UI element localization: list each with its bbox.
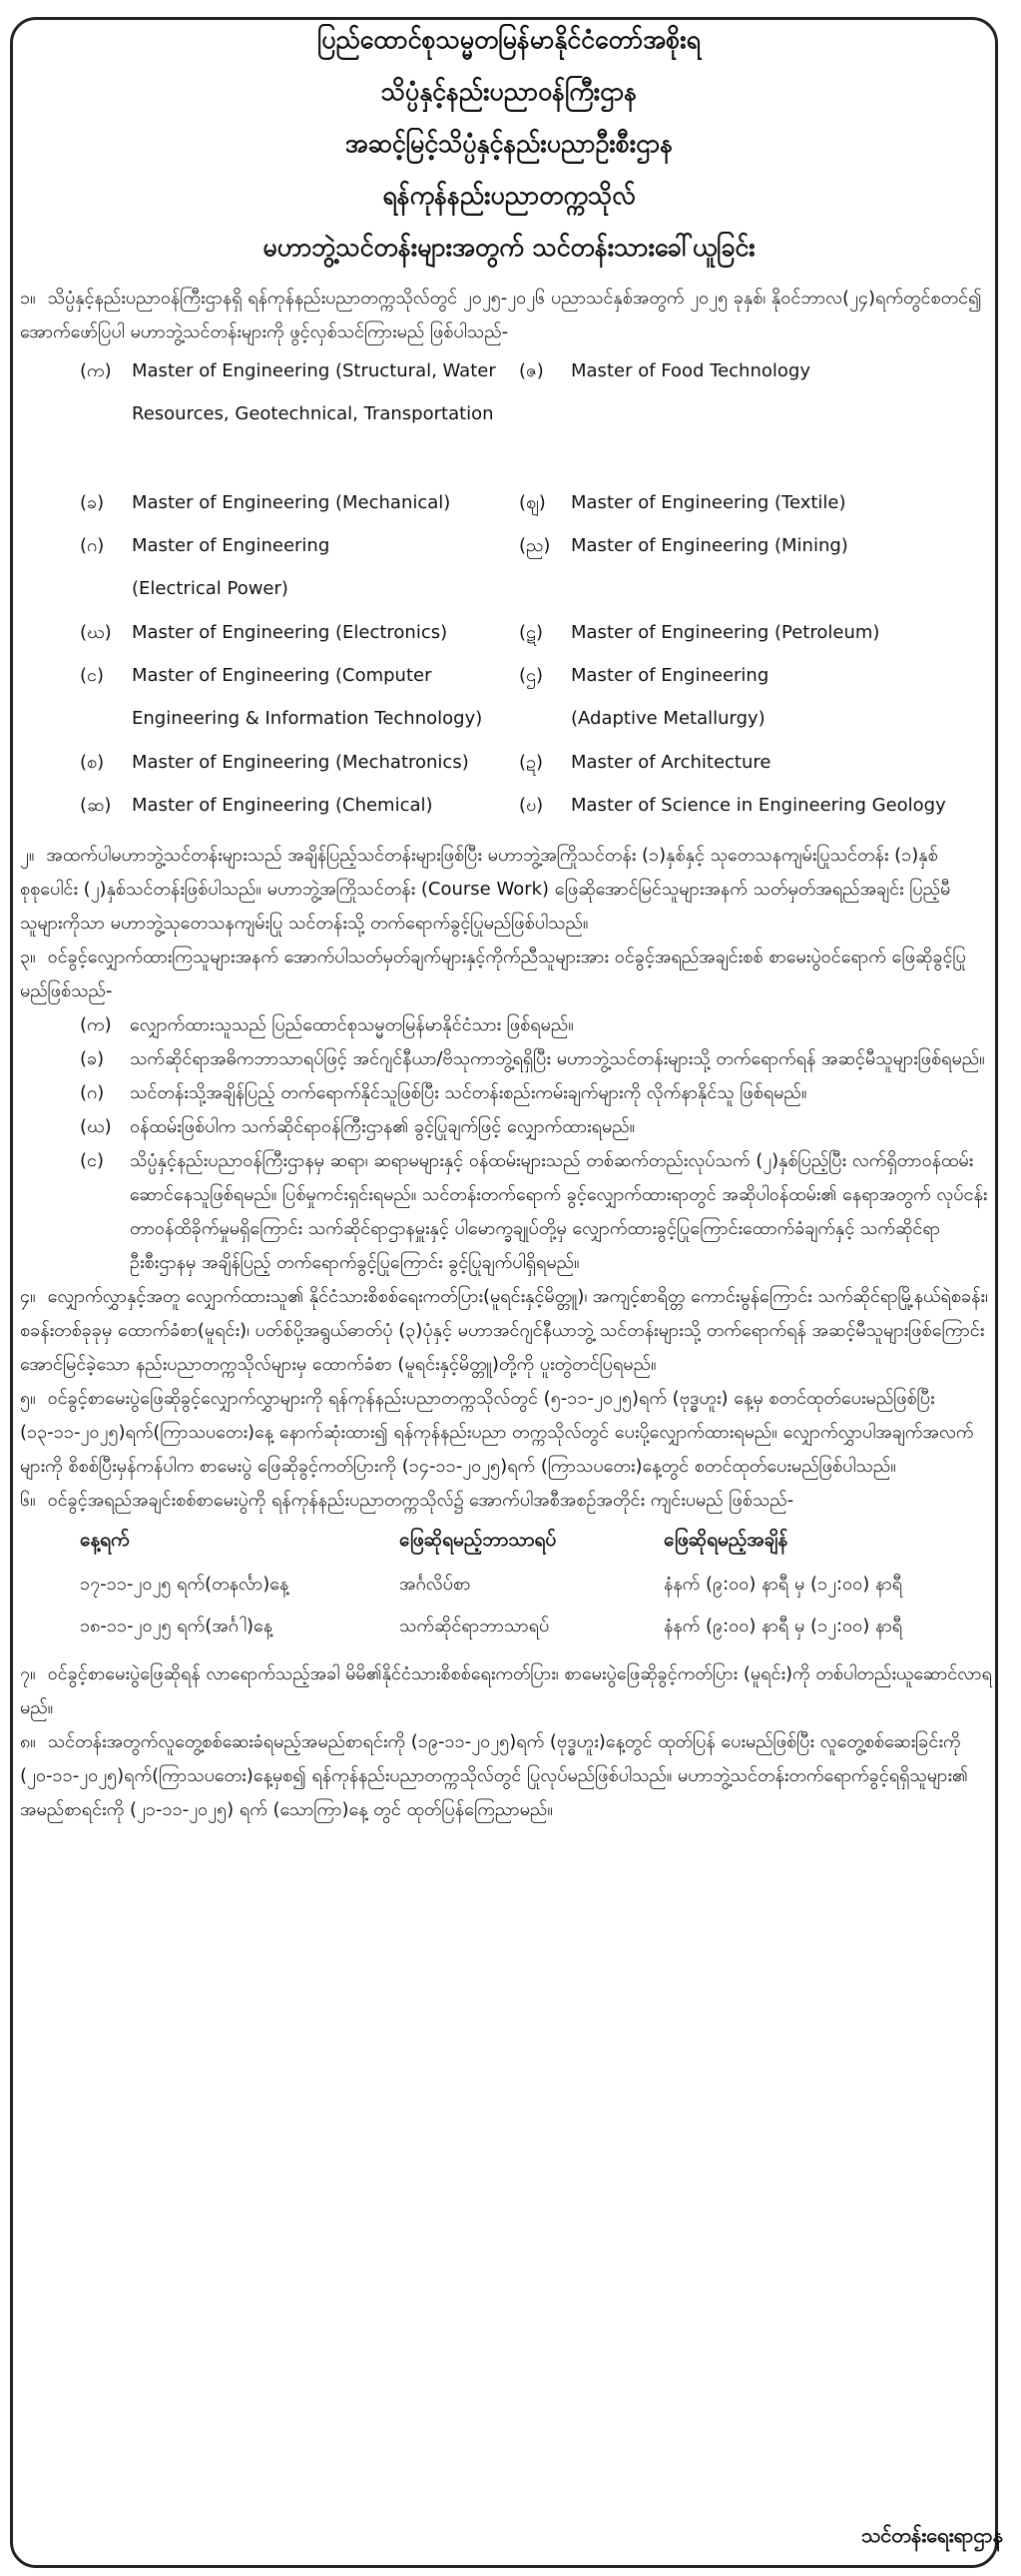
program-item: [519, 784, 946, 827]
program-name: Master of Engineering (Electronics): [132, 622, 448, 643]
paragraph-text: ဝင်ခွင့်စာမေးပွဲဖြေဆိုခွင့်လျှောက်လွှာများကို ရန်ကုန်နည်းပညာတက္ကသိုလ်တွင် (၅-၁၁-၂၀၂၅)ရက် (ဗုဒ္ဓဟူး) နေ့မှ စတင်ထုတ်ပေးမည်ဖြစ်ပြီး (၁၃-၁၁-၂၀၂၅)ရက်(ကြာသပတေး)နေ့ နောက်ဆုံးထား၍ ရန်ကုန်နည်းပညာ တက္ကသိုလ်တွင် ပေးပို့လျှောက်ထားရမည်။ လျှောက်လွှာပါအချက်အလက်များကို စိစစ်ပြီးမှန်ကန်ပါက စာမေးပွဲ ဖြေဆိုခွင့်ကတ်ပြားကို (၁၄-၁၁-၂၀၂၅)ရက် (ကြာသပတေး)နေ့တွင် စတင်ထုတ်ပေးမည်ဖြစ်ပါသည်။: [20, 1388, 974, 1477]
program-item: [80, 611, 447, 654]
program-label: (ဈ): [519, 492, 546, 513]
program-name: Master of Science in Engineering Geology: [571, 795, 946, 816]
requirement-label: (င): [80, 1150, 105, 1171]
program-label: (ဎ): [519, 795, 544, 816]
paragraph-text: လျှောက်လွှာနှင့်အတူ လျှောက်ထားသူ၏ နိုင်ငံသားစိစစ်ရေးကတ်ပြား(မူရင်းနှင့်မိတ္တူ)၊ အကျင့်စာရိတ္တ ကောင်းမွန်ကြောင်း သက်ဆိုင်ရာမြို့နယ်ရဲစခန်း၊ စခန်းတစ်ခုခုမှ ထောက်ခံစာ(မူရင်း)၊ ပတ်စ်ပို့အရွယ်ဓာတ်ပုံ (၃)ပုံနှင့် မဟာအင်ဂျင်နီယာဘွဲ့ သင်တန်းများသို့ တက်ရောက်ရန် အဆင့်မီသူများဖြစ်ကြောင်း အောင်မြင်ခဲ့သော နည်းပညာတက္ကသိုလ်များမှ ထောက်ခံစာ (မူရင်းနှင့်မိတ္တူ)တို့ကို ပူးတွဲတင်ပြရမည်။: [20, 1286, 988, 1375]
schedule-cell-subject: သက်ဆိုင်ရာဘာသာရပ်: [399, 1615, 550, 1636]
notice-content: [20, 17, 998, 1827]
paragraph-number: ၇။: [20, 1663, 36, 1684]
program-name: Master of Engineering (Petroleum): [571, 622, 880, 643]
program-item: [519, 524, 848, 567]
header-university: ရန်ကုန်နည်းပညာတက္ကသိုလ်: [382, 181, 636, 210]
requirement-item: [20, 1008, 998, 1042]
program-item: [519, 481, 846, 524]
paragraph-text: ဝင်ခွင့်စာမေးပွဲဖြေဆိုရန် လာရောက်သည့်အခါ မိမိ၏နိုင်ငံသားစိစစ်ရေးကတ်ပြား၊ စာမေးပွဲဖြေဆိုခွင့်ကတ်ပြား (မူရင်း)ကို တစ်ပါတည်းယူဆောင်လာရမည်။: [20, 1663, 992, 1718]
requirement-text: သက်ဆိုင်ရာအဓိကဘာသာရပ်ဖြင့် အင်ဂျင်နီယာ/ဗိသုကာဘွဲ့ရရှိပြီး မဟာဘွဲ့သင်တန်းများသို့ တက်ရောက်ရန် အဆင့်မီသူများဖြစ်ရမည်။: [130, 1048, 985, 1069]
program-item: [519, 611, 879, 654]
program-name: Master of Engineering (Structural, Water Resources, Geotechnical, Transportation: [132, 360, 496, 424]
program-item: [519, 741, 770, 784]
program-label: (ဌ): [519, 665, 544, 686]
program-label: (စ): [80, 752, 105, 773]
program-name: Master of Engineering (Textile): [571, 492, 846, 513]
program-name: Master of Architecture: [571, 752, 771, 773]
program-list: [20, 349, 998, 839]
schedule-header-date: နေ့ရက်: [80, 1529, 130, 1551]
program-item: [519, 349, 810, 392]
program-item: [80, 654, 501, 740]
paragraph-number: ၅။: [20, 1388, 36, 1409]
paragraph-3: [20, 941, 998, 1008]
paragraph-number: ၆။: [20, 1490, 36, 1511]
header-government: ပြည်ထောင်စုသမ္မတမြန်မာနိုင်ငံတော်အစိုးရ: [317, 25, 701, 54]
requirement-label: (ဂ): [80, 1082, 105, 1103]
requirement-label: (က): [80, 1014, 112, 1035]
program-name: Master of Engineering (Chemical): [132, 795, 433, 816]
schedule-cell-subject: အင်္ဂလိပ်စာ: [399, 1574, 471, 1595]
program-label: (ဆ): [80, 795, 112, 816]
program-name: Master of Engineering (Mechanical): [132, 492, 451, 513]
paragraph-number: ၁။: [20, 288, 36, 309]
notice-title: မဟာဘွဲ့သင်တန်းများအတွက် သင်တန်းသားခေါ်ယူခြင်း: [262, 233, 756, 262]
program-name: Master of Engineering (Mining): [571, 535, 848, 556]
paragraph-text: ဝင်ခွင့်လျှောက်ထားကြသူများအနက် အောက်ပါသတ်မှတ်ချက်များနှင့်ကိုက်ညီသူများအား ဝင်ခွင့်အရည်အချင်းစစ် စာမေးပွဲဝင်ရောက် ဖြေဆိုခွင့်ပြုမည်ဖြစ်သည်-: [20, 947, 966, 1001]
paragraph-number: ၃။: [20, 947, 36, 967]
program-item: [80, 524, 331, 610]
paragraph-number: ၂။: [20, 845, 35, 866]
exam-schedule: [20, 1518, 998, 1657]
requirement-label: (ဃ): [80, 1116, 112, 1137]
program-name: Master of Engineering (Adaptive Metallurgy): [571, 665, 769, 729]
paragraph-number: ၈။: [20, 1731, 36, 1752]
requirement-item: [20, 1110, 998, 1144]
schedule-header-time: ဖြေဆိုရမည့်အချိန်: [664, 1529, 788, 1551]
program-name: Master of Engineering (Electrical Power): [132, 535, 330, 599]
program-item: [519, 654, 830, 740]
paragraph-5: [20, 1382, 998, 1484]
program-name: Master of Engineering (Computer Engineering & Information Technology): [132, 665, 483, 729]
header-ministry: သိပ္ပံနှင့်နည်းပညာဝန်ကြီးဌာန: [380, 77, 638, 106]
paragraph-text: ဝင်ခွင့်အရည်အချင်းစစ်စာမေးပွဲကို ရန်ကုန်နည်းပညာတက္ကသိုလ်၌ အောက်ပါအစီအစဉ်အတိုင်း ကျင်းပမည် ဖြစ်သည်-: [47, 1490, 794, 1511]
schedule-cell-time: နံနက် (၉:၀၀) နာရီ မှ (၁၂:၀၀) နာရီ: [664, 1574, 903, 1595]
requirement-text: ဝန်ထမ်းဖြစ်ပါက သက်ဆိုင်ရာဝန်ကြီးဌာန၏ ခွင့်ပြုချက်ဖြင့် လျှောက်ထားရမည်။: [130, 1116, 636, 1137]
program-item: [80, 784, 433, 827]
program-label: (ခ): [80, 492, 105, 513]
paragraph-2: [20, 839, 998, 941]
paragraph-number: ၄။: [20, 1286, 36, 1307]
requirement-text: လျှောက်ထားသူသည် ပြည်ထောင်စုသမ္မတမြန်မာနိုင်ငံသား ဖြစ်ရမည်။: [130, 1014, 574, 1035]
program-name: Master of Engineering (Mechatronics): [132, 752, 469, 773]
program-label: (က): [80, 360, 112, 381]
header-department: အဆင့်မြင့်သိပ္ပံနှင့်နည်းပညာဦးစီးဌာန: [344, 129, 674, 158]
requirement-item: [20, 1042, 998, 1076]
paragraph-1: [20, 282, 998, 349]
schedule-header-subject: ဖြေဆိုရမည့်ဘာသာရပ်: [399, 1529, 557, 1551]
program-label: (ဂ): [80, 535, 105, 556]
schedule-cell-date: ၁၇-၁၁-၂၀၂၅ ရက်(တနင်္လာ)နေ့: [80, 1574, 289, 1595]
program-label: (ဃ): [80, 622, 112, 643]
paragraph-7: [20, 1657, 998, 1725]
signature-department: သင်တန်းရေးရာဌာန: [860, 2523, 1003, 2547]
paragraph-text: အထက်ပါမဟာဘွဲ့သင်တန်းများသည် အချိန်ပြည့်သင်တန်းများဖြစ်ပြီး မဟာဘွဲ့အကြိုသင်တန်း (၁)နှစ်နှင့် သုတေသနကျမ်းပြုသင်တန်း (၁)နှစ် စုစုပေါင်း (၂)နှစ်သင်တန်းဖြစ်ပါသည်။ မဟာဘွဲ့အကြိုသင်တန်း (Course Work) ဖြေဆိုအောင်မြင်သူများအနက် သတ်မှတ်အရည်အချင်း ပြည့်မီသူများကိုသာ မဟာဘွဲ့သုတေသနကျမ်းပြု သင်တန်းသို့ တက်ရောက်ခွင့်ပြုမည်ဖြစ်ပါသည်။: [20, 845, 951, 934]
requirement-text: သိပ္ပံနှင့်နည်းပညာဝန်ကြီးဌာနမှ ဆရာ၊ ဆရာမများနှင့် ဝန်ထမ်းများသည် တစ်ဆက်တည်းလုပ်သက် (၂)နှစ်ပြည့်ပြီး လက်ရှိတာဝန်ထမ်းဆောင်နေသူဖြစ်ရမည်။ ပြစ်မှုကင်းရှင်းရမည်။ သင်တန်းတက်ရောက် ခွင့်လျှောက်ထားရာတွင် အဆိုပါဝန်ထမ်း၏ နေရာအတွက် လုပ်ငန်းတာဝန်ထိခိုက်မှုမရှိကြောင်း သက်ဆိုင်ရာဌာနမှူးနှင့် ပါမောက္ခချုပ်တို့မှ လျှောက်ထားခွင့်ပြုကြောင်းထောက်ခံချက်နှင့် သက်ဆိုင်ရာ ဦးစီးဌာနမှ အချိန်ပြည့် တက်ရောက်ခွင့်ပြုကြောင်း ခွင့်ပြုချက်ပါရှိရမည်။: [130, 1150, 988, 1273]
paragraph-8: [20, 1725, 998, 1827]
program-item: [80, 741, 469, 784]
program-name: Master of Food Technology: [571, 360, 810, 381]
program-item: [80, 481, 450, 524]
paragraph-4: [20, 1280, 998, 1382]
requirement-item: [20, 1144, 998, 1280]
program-label: (ဋ): [519, 622, 544, 643]
requirement-text: သင်တန်းသို့အချိန်ပြည့် တက်ရောက်နိုင်သူဖြစ်ပြီး သင်တန်းစည်းကမ်းချက်များကို လိုက်နာနိုင်သူ ဖြစ်ရမည်။: [130, 1082, 807, 1103]
program-item: [80, 349, 511, 435]
program-label: (ဍ): [519, 752, 544, 773]
requirement-label: (ခ): [80, 1048, 105, 1069]
requirement-item: [20, 1076, 998, 1110]
paragraph-6: [20, 1484, 998, 1518]
program-label: (ည): [519, 535, 551, 556]
paragraph-text: သိပ္ပံနှင့်နည်းပညာဝန်ကြီးဌာနရှိ ရန်ကုန်နည်းပညာတက္ကသိုလ်တွင် ၂၀၂၅-၂၀၂၆ ပညာသင်နှစ်အတွက် ၂၀၂၅ ခုနှစ်၊ နိုဝင်ဘာလ(၂၄)ရက်တွင်စတင်၍ အောက်ဖော်ပြပါ မဟာဘွဲ့သင်တန်းများကို ဖွင့်လှစ်သင်ကြားမည် ဖြစ်ပါသည်-: [20, 288, 982, 342]
program-label: (ဇ): [519, 360, 544, 381]
paragraph-text: သင်တန်းအတွက်လူတွေ့စစ်ဆေးခံရမည့်အမည်စာရင်းကို (၁၉-၁၁-၂၀၂၅)ရက် (ဗုဒ္ဓဟူး)နေ့တွင် ထုတ်ပြန် ပေးမည်ဖြစ်ပြီး လူတွေ့စစ်ဆေးခြင်းကို (၂၀-၁၁-၂၀၂၅)ရက်(ကြာသပတေး)နေ့မှစ၍ ရန်ကုန်နည်းပညာတက္ကသိုလ်တွင် ပြုလုပ်မည်ဖြစ်ပါသည်။ မဟာဘွဲ့သင်တန်းတက်ရောက်ခွင့်ရရှိသူများ၏ အမည်စာရင်းကို (၂၁-၁၁-၂၀၂၅) ရက် (သောကြာ)နေ့ တွင် ထုတ်ပြန်ကြေညာမည်။: [20, 1731, 968, 1820]
schedule-cell-date: ၁၈-၁၁-၂၀၂၅ ရက်(အင်္ဂါ)နေ့: [80, 1615, 273, 1636]
schedule-cell-time: နံနက် (၉:၀၀) နာရီ မှ (၁၂:၀၀) နာရီ: [664, 1615, 903, 1636]
program-label: (င): [80, 665, 105, 686]
